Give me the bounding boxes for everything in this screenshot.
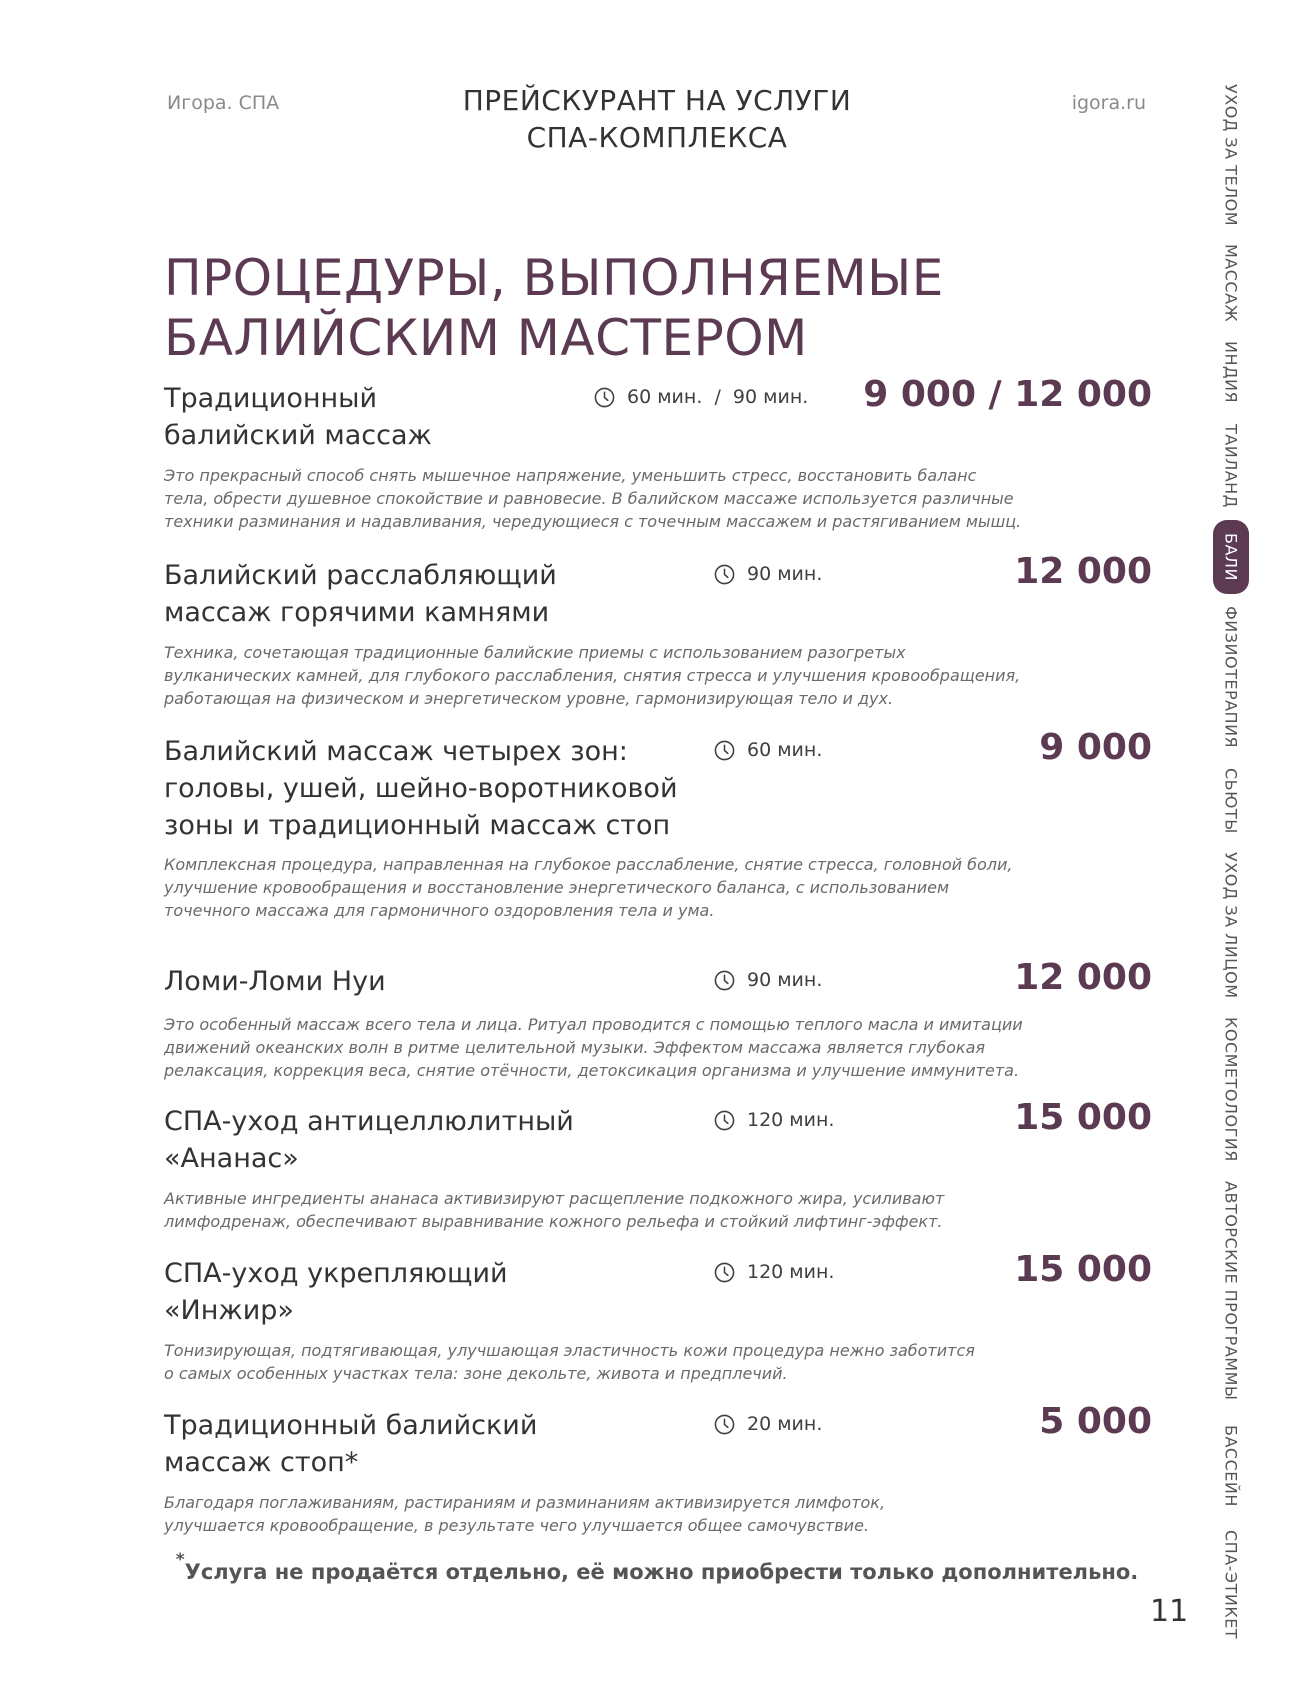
service-price: 15 000 (1014, 1249, 1152, 1290)
side-nav-item-suites[interactable]: СЬЮТЫ (1221, 768, 1241, 834)
brand-label: Игора. СПА (167, 92, 280, 114)
service-name-line: головы, ушей, шейно-воротниковой (164, 773, 678, 804)
description-line: Комплексная процедура, направленная на глубокое расслабление, снятие стресса, головной боли, (164, 855, 1013, 874)
service-description (164, 853, 1014, 922)
description-line: Тонизирующая, подтягивающая, улучшающая эластичность кожи процедура нежно заботится (164, 1341, 975, 1360)
duration-text: 60 мин. / 90 мин. (627, 386, 809, 408)
description-line: релаксация, коррекция веса, снятие отёчности, детоксикация организма и улучшение иммунитета. (164, 1061, 1020, 1080)
description-line: Благодаря поглаживаниям, растираниям и разминаниям активизируется лимфоток, (164, 1493, 886, 1512)
service-name-line: массаж горячими камнями (164, 597, 550, 628)
service-name-line: Балийский расслабляющий (164, 560, 557, 591)
side-nav-item-cosmetology[interactable]: КОСМЕТОЛОГИЯ (1221, 1016, 1241, 1162)
service-duration (714, 1109, 834, 1131)
footnote (0, 1550, 1314, 1584)
section-title (164, 248, 1064, 368)
clock-icon (714, 1110, 735, 1131)
section-title-line: БАЛИЙСКИМ МАСТЕРОМ (164, 309, 808, 367)
service-name-line: СПА-уход укрепляющий (164, 1258, 508, 1289)
service-name-line: зоны и традиционный массаж стоп (164, 810, 671, 841)
service-name-line: балийский массаж (164, 420, 432, 451)
service-name-line: «Инжир» (164, 1295, 294, 1326)
description-line: Активные ингредиенты ананаса активизируют расщепление подкожного жира, усиливают (164, 1189, 945, 1208)
service-duration (714, 969, 822, 991)
description-line: улучшение кровообращения и восстановление энергетического баланса, с использованием (164, 878, 950, 897)
clock-icon (714, 970, 735, 991)
service-price: 12 000 (1014, 957, 1152, 998)
duration-text: 90 мин. (747, 563, 823, 585)
service-name (164, 557, 664, 631)
footnote-mark: * (175, 1550, 185, 1570)
service-name (164, 733, 678, 844)
section-title-line: ПРОЦЕДУРЫ, ВЫПОЛНЯЕМЫЕ (164, 249, 944, 307)
service-name-line: массаж стоп* (164, 1447, 359, 1478)
service-name-line: Традиционный балийский (164, 1410, 538, 1441)
service-name-line: Балийский массаж четырех зон: (164, 736, 628, 767)
description-line: движений океанских волн в ритме целительной музыки. Эффектом массажа является глубокая (164, 1038, 985, 1057)
clock-icon (714, 1262, 735, 1283)
footnote-text: Услуга не продаётся отдельно, её можно приобрести только дополнительно. (184, 1560, 1139, 1584)
description-line: тела, обрести душевное спокойствие и равновесие. В балийском массаже используется различные (164, 489, 1014, 508)
service-description (164, 1491, 1014, 1537)
service-price: 9 000 / 12 000 (863, 374, 1152, 415)
duration-text: 60 мин. (747, 739, 823, 761)
service-name (164, 963, 664, 1000)
description-line: работающая на физическом и энергетическом уровне, гармонизирующая тело и дух. (164, 689, 894, 708)
description-line: о самых особенных участках тела: зоне декольте, живота и предплечий. (164, 1364, 788, 1383)
duration-text: 90 мин. (747, 969, 823, 991)
service-duration (714, 1261, 834, 1283)
service-price: 9 000 (1039, 727, 1152, 768)
description-line: Это прекрасный способ снять мышечное напряжение, уменьшить стресс, восстановить баланс (164, 466, 977, 485)
clock-icon (714, 740, 735, 761)
service-price: 5 000 (1039, 1401, 1152, 1442)
side-nav-item-face-care[interactable]: УХОД ЗА ЛИЦОМ (1221, 851, 1241, 999)
duration-text: 120 мин. (747, 1261, 835, 1283)
service-name-line: Ломи-Ломи Нуи (164, 966, 386, 997)
description-line: техники разминания и надавливания, чередующиеся с точечным массажем и растягиванием мышц. (164, 512, 1022, 531)
side-nav-item-bali[interactable]: БАЛИ (1213, 520, 1249, 594)
service-duration (714, 739, 822, 761)
description-line: Это особенный массаж всего тела и лица. Ритуал проводится с помощью теплого масла и имитации (164, 1015, 1023, 1034)
service-description (164, 641, 1021, 710)
service-price: 15 000 (1014, 1097, 1152, 1138)
side-nav-item-physiotherapy[interactable]: ФИЗИОТЕРАПИЯ (1221, 605, 1241, 749)
duration-text: 120 мин. (747, 1109, 835, 1131)
description-line: точечного массажа для гармоничного оздоровления тела и ума. (164, 901, 715, 920)
service-duration (714, 563, 822, 585)
site-link[interactable]: igora.ru (1071, 92, 1146, 114)
duration-text: 20 мин. (747, 1413, 823, 1435)
service-description (164, 1187, 1014, 1233)
service-description (164, 1339, 1014, 1385)
service-name-line: «Ананас» (164, 1143, 299, 1174)
clock-icon (714, 564, 735, 585)
service-name (164, 380, 664, 454)
clock-icon (714, 1414, 735, 1435)
service-price: 12 000 (1014, 551, 1152, 592)
service-description (164, 464, 1022, 533)
header-title-line: СПА-КОМПЛЕКСА (526, 121, 788, 154)
service-duration (594, 386, 808, 408)
service-name (164, 1103, 664, 1177)
side-nav-item-india[interactable]: ИНДИЯ (1221, 340, 1241, 404)
side-nav-item-thailand[interactable]: ТАИЛАНД (1221, 424, 1241, 508)
side-nav-item-massage[interactable]: МАССАЖ (1221, 243, 1241, 323)
service-description (164, 1013, 1023, 1082)
service-name (164, 1407, 664, 1481)
service-name-line: СПА-уход антицеллюлитный (164, 1106, 574, 1137)
side-nav-item-author-programs[interactable]: АВТОРСКИЕ ПРОГРАММЫ (1221, 1181, 1241, 1401)
description-line: лимфодренаж, обеспечивают выравнивание кожного рельефа и стойкий лифтинг-эффект. (164, 1212, 943, 1231)
side-nav (1208, 70, 1254, 1640)
side-nav-item-body-care[interactable]: УХОД ЗА ТЕЛОМ (1221, 84, 1241, 226)
description-line: улучшается кровообращение, в результате чего улучшается общее самочувствие. (164, 1516, 869, 1535)
service-name-line: Традиционный (164, 383, 378, 414)
side-nav-item-pool[interactable]: БАССЕЙН (1221, 1425, 1241, 1507)
header-title-line: ПРЕЙСКУРАНТ НА УСЛУГИ (462, 84, 852, 117)
clock-icon (594, 387, 615, 408)
service-duration (714, 1413, 822, 1435)
description-line: вулканических камней, для глубокого расслабления, снятия стресса и улучшения кровообращения, (164, 666, 1021, 685)
service-name (164, 1255, 664, 1329)
description-line: Техника, сочетающая традиционные балийские приемы с использованием разогретых (164, 643, 906, 662)
side-nav-item-spa-etiquette[interactable]: СПА-ЭТИКЕТ (1221, 1530, 1241, 1640)
page-number: 11 (1150, 1594, 1189, 1629)
